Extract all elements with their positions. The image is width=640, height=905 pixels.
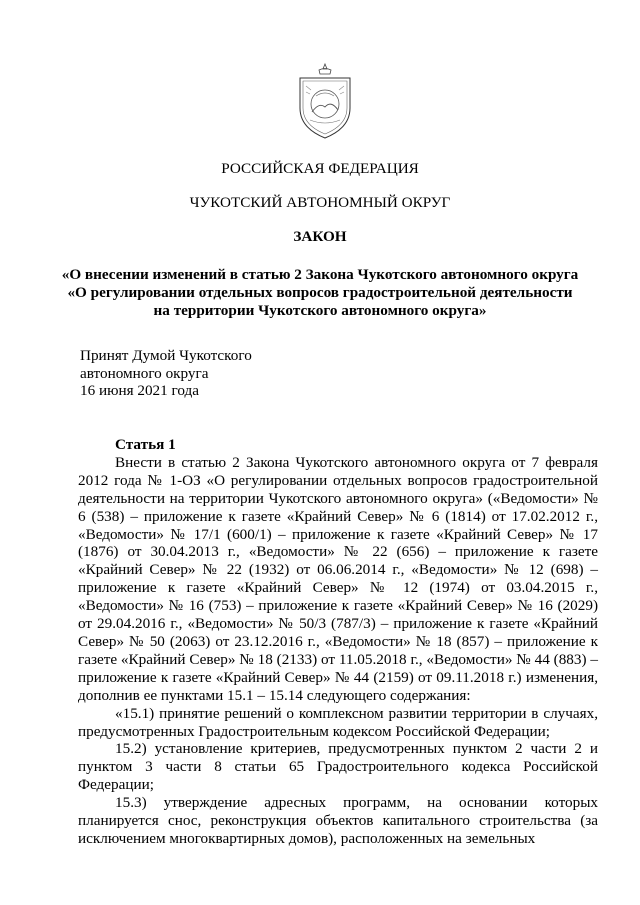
coat-of-arms-icon — [292, 62, 358, 142]
law-title-line-1: «О внесении изменений в статью 2 Закона Чукотского автономного округа — [61, 266, 579, 283]
region-name: ЧУКОТСКИЙ АВТОНОМНЫЙ ОКРУГ — [189, 194, 451, 211]
article-body — [78, 436, 598, 848]
article-heading: Статья 1 — [115, 436, 176, 453]
law-title-line-3: на территории Чукотского автономного округа» — [153, 302, 487, 319]
adoption-date: 16 июня 2021 года — [80, 382, 200, 399]
article-paragraph: 15.2) установление критериев, предусмотренных пунктом 2 части 2 и пунктом 3 части 8 статьи 65 Градостроительного кодекса Российской Федерации; — [78, 740, 598, 794]
article-paragraph: 15.3) утверждение адресных программ, на основании которых планируется снос, реконструкция объектов капитального строительства (за исключением многоквартирных домов), расположенных на земельных — [78, 794, 598, 847]
document-type: ЗАКОН — [293, 228, 347, 245]
law-title-line-2: «О регулировании отдельных вопросов градостроительной деятельности — [67, 284, 573, 301]
adoption-block — [80, 347, 252, 400]
country-name: РОССИЙСКАЯ ФЕДЕРАЦИЯ — [221, 160, 419, 177]
adoption-line: Принят Думой Чукотского — [80, 347, 252, 364]
article-paragraph: Внести в статью 2 Закона Чукотского автономного округа от 7 февраля 2012 года № 1-ОЗ «О регулировании отдельных вопросов градостроительной деятельности на территории Чукотского автономного округа» («Ведомости» № 6 (538) – приложение к газете «Крайний Север» № 6 (1814) от 17.02.2012 г., «Ведомости» № 17/1 (600/1) – приложение к газете «Крайний Север» № 17 (1876) от 30.04.2013 г., «Ведомости» № 22 (656) – приложение к газете «Крайний Север» № 22 (1932) от 06.06.2014 г., «Ведомости» № 12 (698) – приложение к газете «Крайний Север» № 12 (1974) от 03.04.2015 г., «Ведомости» № 16 (753) – приложение к газете «Крайний Север» № 16 (2029) от 29.04.2016 г., «Ведомости» № 50/3 (787/3) – приложение к газете «Крайний Север» № 50 (2063) от 23.12.2016 г., «Ведомости» № 18 (857) – приложение к газете «Крайний Север» № 18 (2133) от 11.05.2018 г., «Ведомости» № 44 (883) – приложение к газете «Крайний Север» № 44 (2159) от 09.11.2018 г.) изменения, дополнив ее пунктами 15.1 – 15.14 следующего содержания: — [78, 453, 598, 704]
adoption-line: автономного округа — [80, 364, 209, 382]
article-paragraph: «15.1) принятие решений о комплексном развитии территории в случаях, предусмотренных Градостроительным кодексом Российской Федерации; — [78, 704, 598, 740]
